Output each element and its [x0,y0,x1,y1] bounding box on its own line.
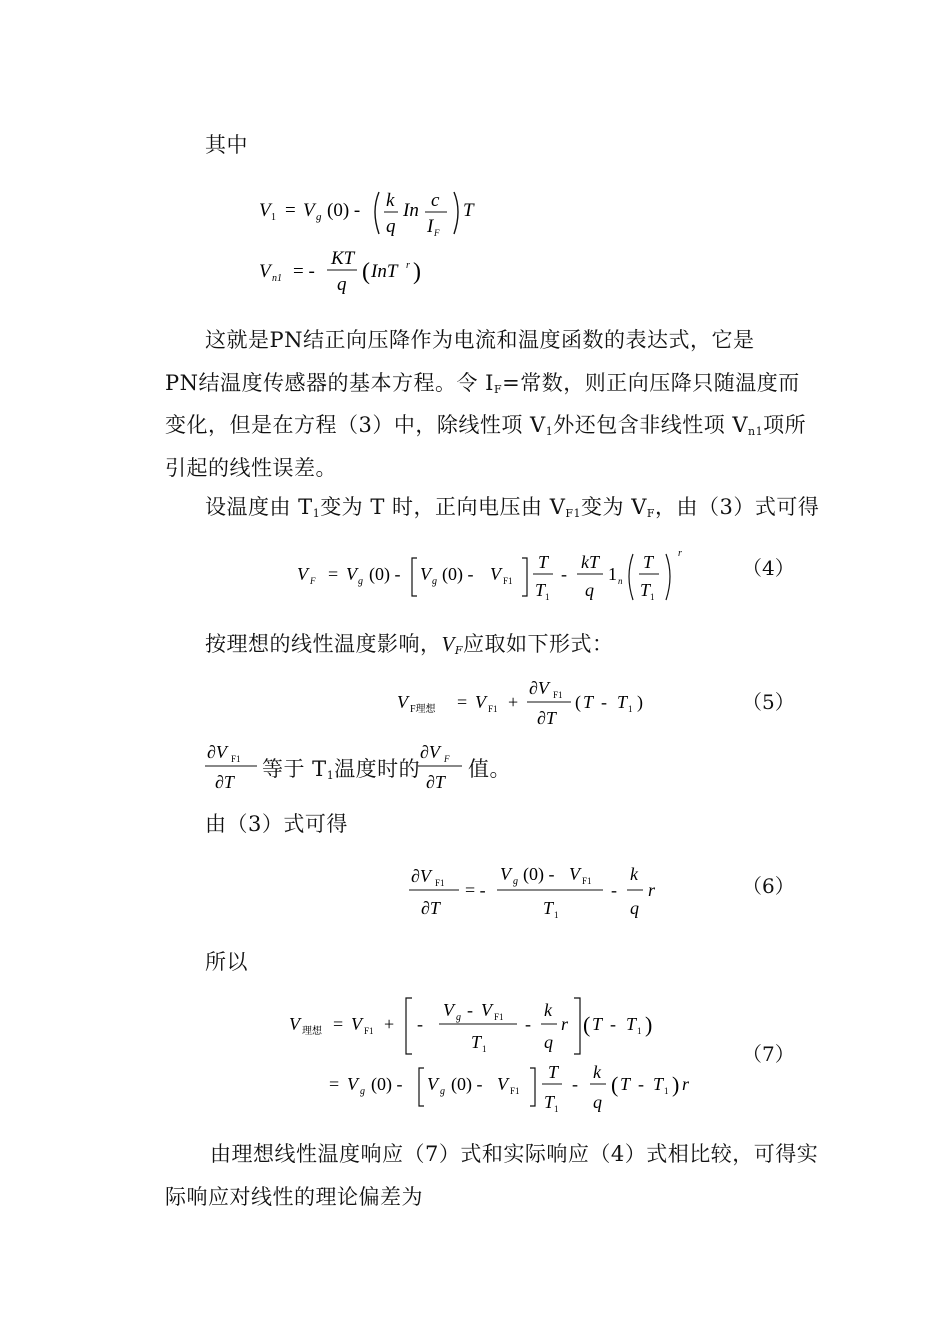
para1-line4: 引起的线性误差。 [165,456,337,480]
svg-text:g: g [513,876,518,887]
svg-text:V: V [497,1074,508,1094]
svg-text:1: 1 [554,910,559,920]
para3: 按理想的线性温度影响，VF应取如下形式： [205,632,614,657]
svg-text:= -: = - [465,880,486,900]
svg-text:-: - [467,1000,473,1020]
svg-text:∂V: ∂V [411,866,431,886]
equation-5 [395,672,665,732]
svg-text:-: - [572,1074,578,1094]
svg-text:V: V [490,564,501,584]
svg-text:∂T: ∂T [426,772,445,792]
para5: 由（3）式可得 [205,812,348,836]
svg-text:=: = [285,200,296,221]
svg-text:1: 1 [628,704,633,714]
svg-text:(0) -: (0) - [327,200,361,221]
svg-text:F1: F1 [553,690,563,700]
svg-text:In: In [403,200,419,221]
svg-text:): ) [413,259,421,285]
para1-line1: 这就是PN结正向压降作为电流和温度函数的表达式，它是 [205,328,755,352]
svg-text:F1: F1 [494,1012,504,1022]
para7-line2: 际响应对线性的理论偏差为 [165,1185,423,1209]
svg-text:(0) -: (0) - [442,564,474,584]
svg-text:(0) -: (0) - [369,564,401,584]
svg-text:(: ( [611,1072,619,1097]
svg-text:g: g [316,211,322,223]
svg-text:-: - [611,880,617,900]
svg-text:r: r [682,1074,690,1094]
svg-text:g: g [456,1012,461,1023]
svg-text:T: T [653,1074,664,1094]
eq-v1: V [259,200,271,221]
svg-text:): ) [645,1012,653,1037]
svg-text:T: T [538,552,549,572]
svg-text:-: - [525,1014,531,1034]
svg-text:kT: kT [581,552,599,572]
svg-text:+: + [508,692,519,712]
eq7-number: （7） [742,1042,795,1066]
svg-text:r: r [561,1014,569,1034]
svg-text:(: ( [575,692,581,712]
eq4-number: （4） [742,556,795,580]
svg-text:q: q [585,580,594,600]
svg-text:V: V [569,864,580,884]
svg-text:c: c [431,190,440,211]
svg-text:(0) -: (0) - [371,1074,403,1094]
svg-text:n1: n1 [272,273,282,284]
svg-text:-: - [601,692,607,712]
svg-text:T: T [620,1074,631,1094]
svg-text:q: q [630,898,639,918]
svg-text:T: T [471,1032,482,1052]
equation-4 [295,540,695,610]
svg-text:k: k [593,1062,601,1082]
svg-text:q: q [593,1092,602,1112]
svg-text:k: k [544,1000,552,1020]
svg-text:V: V [347,1074,358,1094]
para4-a: 等于 $T_1$温度时的 [262,757,421,782]
svg-text:g: g [432,576,437,587]
svg-text:V: V [289,1014,300,1034]
svg-text:r: r [406,260,410,271]
svg-text:V: V [397,692,408,712]
svg-text:V: V [346,564,357,584]
svg-text:1: 1 [637,1026,642,1036]
svg-text:T: T [543,898,554,918]
svg-text:q: q [337,274,347,295]
svg-text:n: n [618,576,623,586]
svg-text:(0) -: (0) - [451,1074,483,1094]
svg-text:I: I [427,216,434,237]
svg-text:1: 1 [545,592,550,602]
svg-text:+: + [384,1014,395,1034]
frac-dVF1-dT [203,738,261,794]
para1-line3: 变化，但是在方程（3）中，除线性项 $V_1$外还包含非线性项 $V_{n1}$项所 [165,413,807,438]
svg-text:=: = [329,1074,340,1094]
para6: 所以 [205,950,248,974]
svg-text:k: k [386,190,395,211]
svg-text:T: T [643,552,654,572]
svg-text:F1: F1 [503,576,513,586]
para1-line2: PN结温度传感器的基本方程。令 $I_F=$常数，则正向压降只随温度而 [165,371,800,396]
svg-text:∂T: ∂T [215,772,234,792]
svg-text:F理想: F理想 [410,704,436,715]
para4-c: 值。 [468,757,511,781]
para7-line1: 由理想线性温度响应（7）式和实际响应（4）式相比较，可得实 [210,1142,819,1166]
svg-text:(: ( [362,259,370,285]
svg-text:F1: F1 [364,1026,374,1036]
svg-text:∂V: ∂V [420,742,440,762]
svg-text:-: - [610,1014,616,1034]
svg-text:r: r [678,548,682,559]
svg-text:F1: F1 [510,1086,520,1096]
svg-text:F: F [434,228,440,238]
svg-text:-: - [561,564,567,584]
svg-text:T: T [544,1092,555,1112]
svg-text:=: = [333,1014,344,1034]
svg-text:1: 1 [650,592,655,602]
frac-dVF-dT [416,738,468,794]
svg-text:V: V [500,864,511,884]
intro-text: 其中 [205,133,248,157]
svg-text:1: 1 [664,1086,669,1096]
svg-text:F1: F1 [231,754,241,764]
svg-text:(0) -: (0) - [523,864,555,884]
svg-text:1: 1 [482,1044,487,1054]
svg-text:V: V [443,1000,454,1020]
eq6-number: （6） [742,874,795,898]
svg-text:): ) [637,692,643,712]
svg-text:F1: F1 [488,704,498,714]
svg-text:q: q [544,1032,553,1052]
svg-text:g: g [360,1086,365,1097]
svg-text:V: V [303,200,315,221]
equation-6 [405,858,675,922]
svg-text:T: T [535,580,546,600]
svg-text:k: k [630,864,638,884]
svg-text:V: V [427,1074,438,1094]
svg-text:g: g [440,1086,445,1097]
svg-text:F1: F1 [435,878,445,888]
svg-text:=: = [457,692,468,712]
svg-text:V: V [420,564,431,584]
svg-text:F: F [444,754,450,764]
svg-text:T: T [626,1014,637,1034]
svg-text:= -: = - [293,261,315,282]
svg-text:1: 1 [554,1104,559,1114]
svg-text:V: V [475,692,486,712]
svg-text:-: - [638,1074,644,1094]
svg-text:(: ( [583,1012,591,1037]
svg-text:∂T: ∂T [421,898,440,918]
svg-text:V: V [297,564,308,584]
svg-text:KT: KT [331,248,355,269]
svg-text:g: g [358,576,363,587]
svg-text:V: V [351,1014,362,1034]
equation-7 [285,992,705,1122]
svg-text:-: - [417,1014,423,1034]
eq5-number: （5） [742,690,795,714]
para2: 设温度由 $T_1$变为 T 时，正向电压由 $V_{F1}$变为 $V_F$，由（3）式可得 [205,495,820,520]
svg-text:InT: InT [371,261,398,282]
svg-text:T: T [640,580,651,600]
svg-text:=: = [328,564,339,584]
svg-text:F1: F1 [582,876,592,886]
svg-text:T: T [583,692,594,712]
svg-text:1: 1 [271,212,276,223]
svg-text:理想: 理想 [302,1026,322,1037]
svg-text:∂T: ∂T [537,708,556,728]
svg-text:∂V: ∂V [207,742,227,762]
svg-text:q: q [386,216,396,237]
svg-text:T: T [617,692,628,712]
svg-text:F: F [310,576,316,586]
svg-text:T: T [463,200,474,221]
equation-v1-vn1 [255,180,515,300]
svg-text:∂V: ∂V [529,678,549,698]
svg-text:1: 1 [608,564,617,584]
svg-text:T: T [592,1014,603,1034]
svg-text:V: V [481,1000,492,1020]
svg-text:T: T [548,1062,559,1082]
svg-text:): ) [672,1072,680,1097]
svg-text:V: V [259,261,271,282]
svg-text:r: r [648,880,656,900]
